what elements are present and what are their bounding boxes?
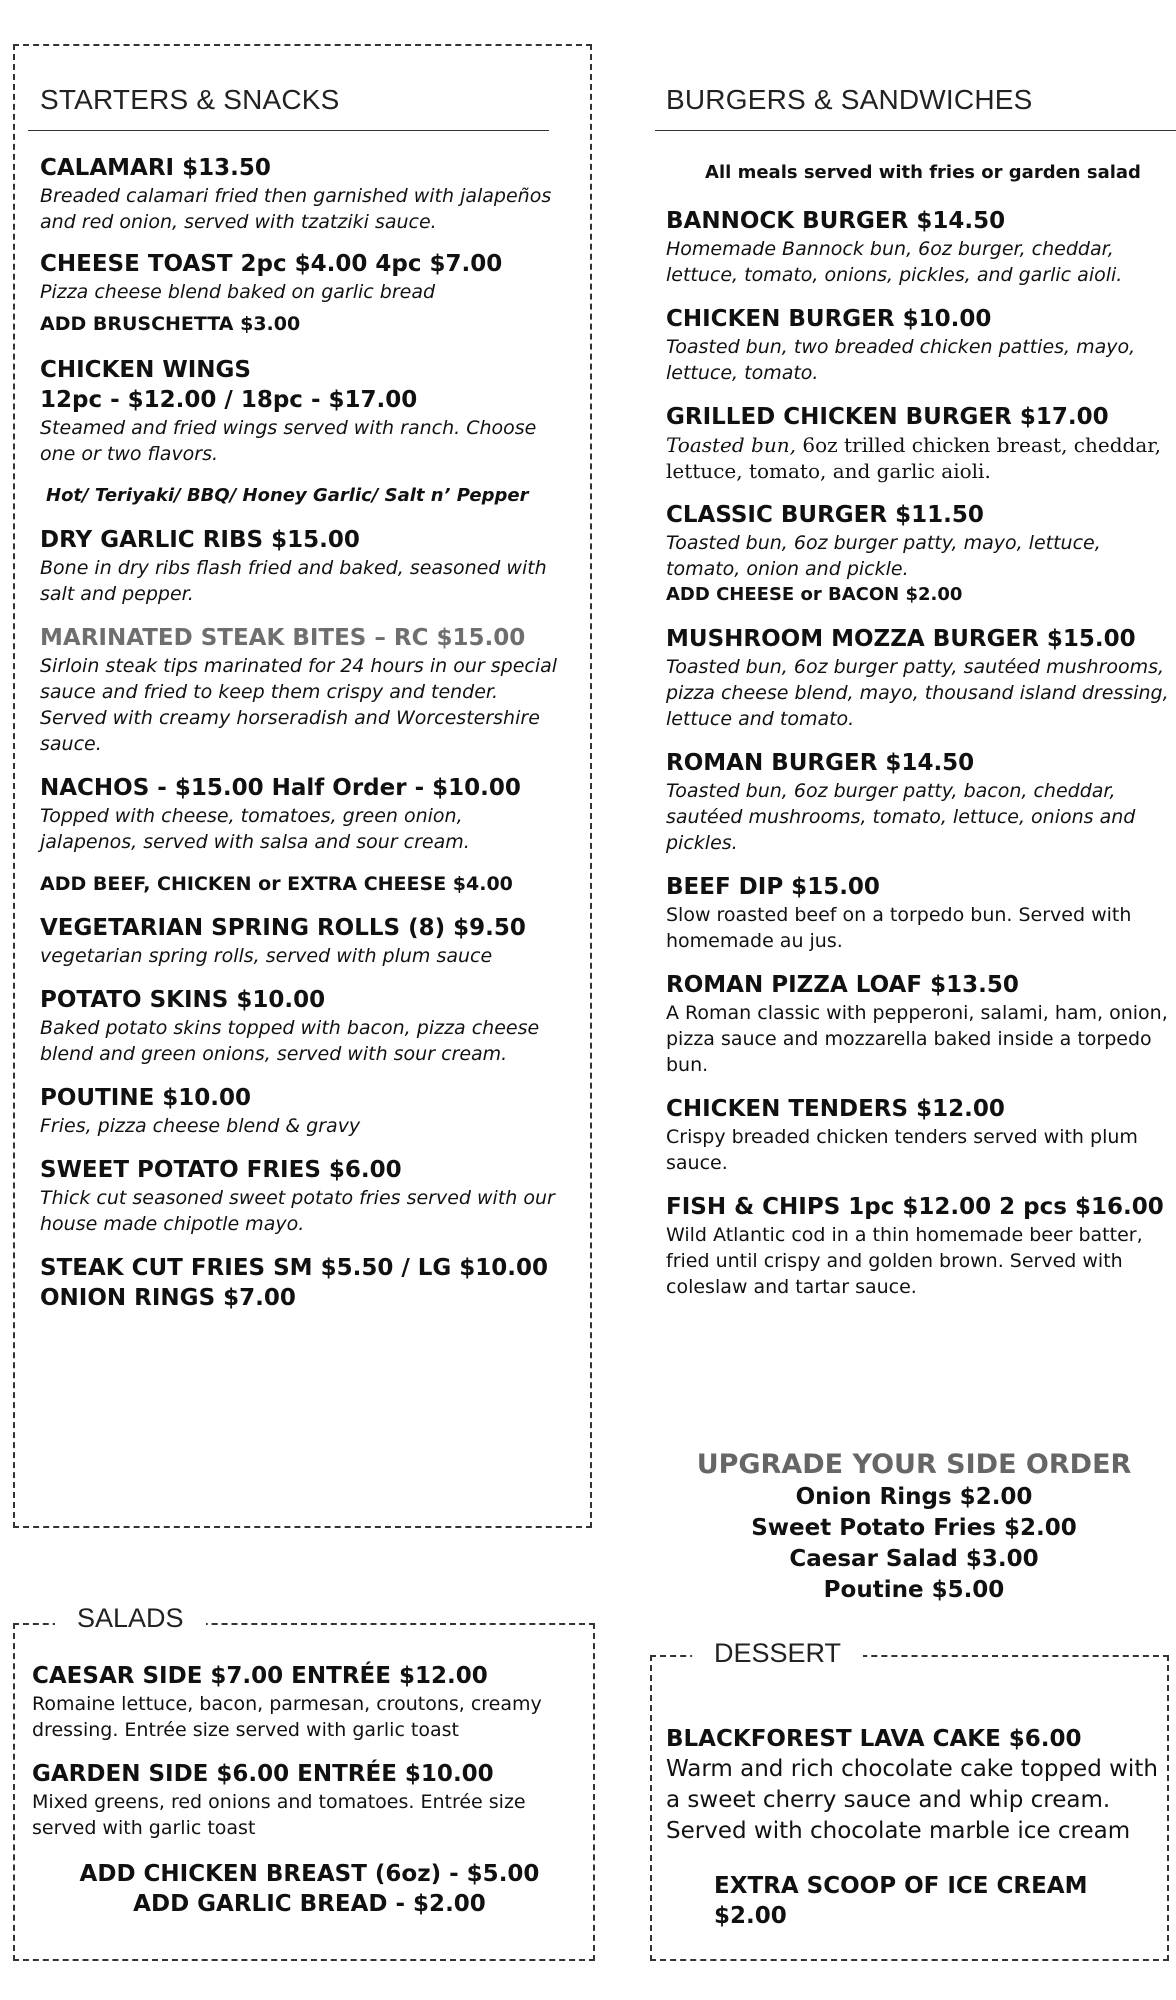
item-nachos-addon: ADD BEEF, CHICKEN or EXTRA CHEESE $4.00	[40, 873, 513, 895]
upgrade-title: UPGRADE YOUR SIDE ORDER	[696, 1449, 1132, 1480]
item-tenders-title: CHICKEN TENDERS $12.00	[666, 1096, 1005, 1122]
item-wings-price: 12pc - $12.00 / 18pc - $17.00	[40, 387, 418, 413]
item-spring-rolls-desc: vegetarian spring rolls, served with plum sauce	[40, 945, 493, 967]
item-beef-dip-title: BEEF DIP $15.00	[666, 874, 880, 900]
item-classic-addon: ADD CHEESE or BACON $2.00	[666, 584, 963, 605]
item-poutine-title: POUTINE $10.00	[40, 1085, 252, 1111]
item-steak-fries-title: STEAK CUT FRIES SM $5.50 / LG $10.00	[40, 1255, 549, 1281]
item-bannock-desc: Homemade Bannock bun, 6oz burger, cheddar, lettuce, tomato, onions, pickles, and garlic aioli.	[666, 238, 1123, 286]
item-wings-desc: Steamed and fried wings served with ranch. Choose one or two flavors.	[40, 417, 537, 465]
starters-column	[40, 153, 560, 1313]
item-spring-rolls-title: VEGETARIAN SPRING ROLLS (8) $9.50	[40, 915, 526, 941]
item-wings-title: CHICKEN WINGS	[40, 357, 251, 383]
item-poutine-desc: Fries, pizza cheese blend & gravy	[40, 1115, 361, 1137]
item-bannock-title: BANNOCK BURGER $14.50	[666, 208, 1006, 234]
item-calamari-desc: Breaded calamari fried then garnished with jalapeños and red onion, served with tzatziki sauce.	[40, 185, 552, 233]
item-grilled-desc-italic: Toasted bun,	[666, 433, 796, 457]
item-classic-desc: Toasted bun, 6oz burger patty, mayo, lettuce, tomato, onion and pickle.	[666, 532, 1101, 580]
item-beef-dip-desc: Slow roasted beef on a torpedo bun. Served with homemade au jus.	[666, 904, 1132, 952]
burgers-rule	[655, 130, 1176, 131]
item-potato-skins-desc: Baked potato skins topped with bacon, pizza cheese blend and green onions, served with sour cream.	[40, 1017, 540, 1065]
item-potato-skins-title: POTATO SKINS $10.00	[40, 987, 326, 1013]
dessert-title: DESSERT	[692, 1638, 863, 1669]
item-ribs-title: DRY GARLIC RIBS $15.00	[40, 527, 360, 553]
dessert-column	[666, 1724, 1166, 1931]
item-nachos-desc: Topped with cheese, tomatoes, green onion, jalapenos, served with salsa and sour cream.	[40, 805, 470, 853]
item-mushroom-title: MUSHROOM MOZZA BURGER $15.00	[666, 626, 1136, 652]
item-roman-title: ROMAN BURGER $14.50	[666, 750, 975, 776]
item-pizza-loaf-title: ROMAN PIZZA LOAF $13.50	[666, 972, 1019, 998]
item-grilled-title: GRILLED CHICKEN BURGER $17.00	[666, 404, 1109, 430]
item-garden-title: GARDEN SIDE $6.00 ENTRÉE $10.00	[32, 1761, 494, 1787]
upgrade-item: Sweet Potato Fries $2.00	[751, 1515, 1077, 1541]
item-onion-rings-title: ONION RINGS $7.00	[40, 1285, 296, 1311]
item-roman-desc: Toasted bun, 6oz burger patty, bacon, cheddar, sautéed mushrooms, tomato, lettuce, onions and pickles.	[666, 780, 1136, 854]
item-classic-title: CLASSIC BURGER $11.50	[666, 502, 984, 528]
item-wings-flavors: Hot/ Teriyaki/ BBQ/ Honey Garlic/ Salt n’ Pepper	[46, 485, 529, 506]
upgrade-block	[660, 1448, 1168, 1606]
item-chicken-burger-title: CHICKEN BURGER $10.00	[666, 306, 992, 332]
item-chicken-burger-desc: Toasted bun, two breaded chicken patties, mayo, lettuce, tomato.	[666, 336, 1136, 384]
item-cheese-toast-title: CHEESE TOAST 2pc $4.00 4pc $7.00	[40, 251, 503, 277]
salads-title: SALADS	[55, 1603, 206, 1634]
item-sweet-potato-title: SWEET POTATO FRIES $6.00	[40, 1157, 402, 1183]
item-garden-desc: Mixed greens, red onions and tomatoes. Entrée size served with garlic toast	[32, 1791, 526, 1839]
starters-title: STARTERS & SNACKS	[40, 84, 340, 115]
burgers-title: BURGERS & SANDWICHES	[666, 84, 1033, 115]
item-pizza-loaf-desc: A Roman classic with pepperoni, salami, ham, onion, pizza sauce and mozzarella baked inside a torpedo bun.	[666, 1002, 1168, 1076]
salads-add-chicken: ADD CHICKEN BREAST (6oz) - $5.00	[79, 1861, 540, 1887]
item-extra-scoop: EXTRA SCOOP OF ICE CREAM $2.00	[714, 1873, 1088, 1929]
item-mushroom-desc: Toasted bun, 6oz burger patty, sautéed mushrooms, pizza cheese blend, mayo, thousand island dressing, lettuce and tomato.	[666, 656, 1169, 730]
item-lava-cake-desc: Warm and rich chocolate cake topped with a sweet cherry sauce and whip cream. Served with chocolate marble ice cream	[666, 1756, 1158, 1844]
item-steak-bites-title: MARINATED STEAK BITES – RC $15.00	[40, 625, 526, 651]
item-calamari-title: CALAMARI $13.50	[40, 155, 271, 181]
item-sweet-potato-desc: Thick cut seasoned sweet potato fries served with our house made chipotle mayo.	[40, 1187, 555, 1235]
upgrade-item: Poutine $5.00	[823, 1577, 1005, 1603]
item-grilled-desc	[666, 432, 1170, 484]
upgrade-item: Caesar Salad $3.00	[789, 1546, 1039, 1572]
item-cheese-toast-addon: ADD BRUSCHETTA $3.00	[40, 313, 301, 335]
item-caesar-title: CAESAR SIDE $7.00 ENTRÉE $12.00	[32, 1663, 488, 1689]
item-grilled-desc-rest: 6oz trilled chicken breast, cheddar, lettuce, tomato, and garlic aioli.	[666, 433, 1161, 483]
item-fish-title: FISH & CHIPS 1pc $12.00 2 pcs $16.00	[666, 1194, 1164, 1220]
item-fish-desc: Wild Atlantic cod in a thin homemade beer batter, fried until crispy and golden brown. Served with coleslaw and tartar sauce.	[666, 1224, 1143, 1298]
item-cheese-toast-desc: Pizza cheese blend baked on garlic bread	[40, 281, 436, 303]
starters-rule	[28, 130, 549, 131]
item-steak-bites-desc: Sirloin steak tips marinated for 24 hours in our special sauce and fried to keep them crispy and tender. Served with creamy horseradish and Worcestershire sauce.	[40, 655, 558, 755]
item-tenders-desc: Crispy breaded chicken tenders served with plum sauce.	[666, 1126, 1138, 1174]
item-nachos-title: NACHOS - $15.00 Half Order - $10.00	[40, 775, 521, 801]
item-caesar-desc: Romaine lettuce, bacon, parmesan, croutons, creamy dressing. Entrée size served with garlic toast	[32, 1693, 542, 1741]
salads-add-garlic-bread: ADD GARLIC BREAD - $2.00	[133, 1891, 486, 1917]
burgers-column	[666, 160, 1170, 1300]
burgers-note: All meals served with fries or garden salad	[705, 162, 1141, 183]
upgrade-item: Onion Rings $2.00	[795, 1484, 1033, 1510]
item-lava-cake-title: BLACKFOREST LAVA CAKE $6.00	[666, 1726, 1082, 1752]
item-ribs-desc: Bone in dry ribs flash fried and baked, seasoned with salt and pepper.	[40, 557, 547, 605]
salads-column	[32, 1661, 587, 1919]
